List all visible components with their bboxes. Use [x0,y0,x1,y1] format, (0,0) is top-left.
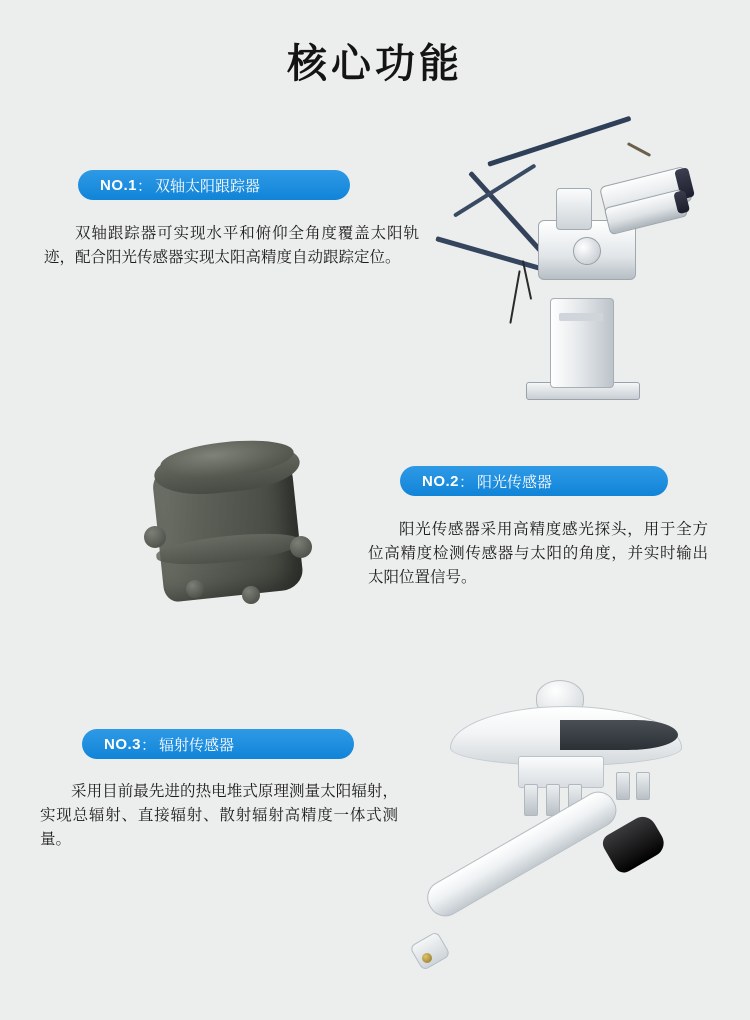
section-body-3 [40,780,398,852]
section-separator-2: ： [459,473,475,491]
section-separator-3: ： [141,736,157,754]
section-name-3: 辐射传感器 [159,736,235,754]
section-heading-2 [400,466,668,496]
dual-axis-solar-tracker-photo [430,140,730,400]
sunlight-sensor-photo [130,440,350,630]
section-heading-3 [82,729,354,759]
section-body-2 [368,518,708,590]
page-title: 核心功能 [287,42,463,86]
section-name-2: 阳光传感器 [477,473,553,491]
sensor-mount-lug-right [290,536,312,558]
pyranometer-leg-5 [636,772,650,800]
sensor-mount-lug-bottom-2 [242,586,260,604]
tracker-pillar [550,298,614,388]
probe-nose [409,931,451,971]
pyranometer-leg-1 [524,784,538,816]
tracker-cable-1 [509,270,520,324]
tracker-yoke [556,188,592,230]
section-number-3: NO.3 [104,735,142,753]
section-body-text-1: 双轴跟踪器可实现水平和俯仰全角度覆盖太阳轨迹，配合阳光传感器实现太阳高精度自动跟踪定位。 [44,225,419,266]
probe-aperture [422,953,432,963]
pyranometer-leg-4 [616,772,630,800]
section-body-1 [44,222,419,270]
section-body-text-3: 采用目前最先进的热电堆式原理测量太阳辐射，实现总辐射、直接辐射、散射辐射高精度一体式测量。 [40,783,398,848]
sensor-mount-lug-bottom-1 [186,580,204,598]
pyranometer-shade-dark-segment [560,720,678,750]
tracker-frame-tip [627,142,651,157]
sensor-mount-lug-left [144,526,166,548]
section-name-1: 双轴太阳跟踪器 [155,177,261,195]
tracker-drive-knob [573,237,601,265]
section-separator-1: ： [137,177,153,195]
direct-radiation-probe-photo [420,845,720,995]
section-number-1: NO.1 [100,176,138,194]
section-heading-1 [78,170,350,200]
section-body-text-2: 阳光传感器采用高精度感光探头，用于全方位高精度检测传感器与太阳的角度，并实时输出太阳位置信号。 [368,521,708,586]
section-number-2: NO.2 [422,472,460,490]
